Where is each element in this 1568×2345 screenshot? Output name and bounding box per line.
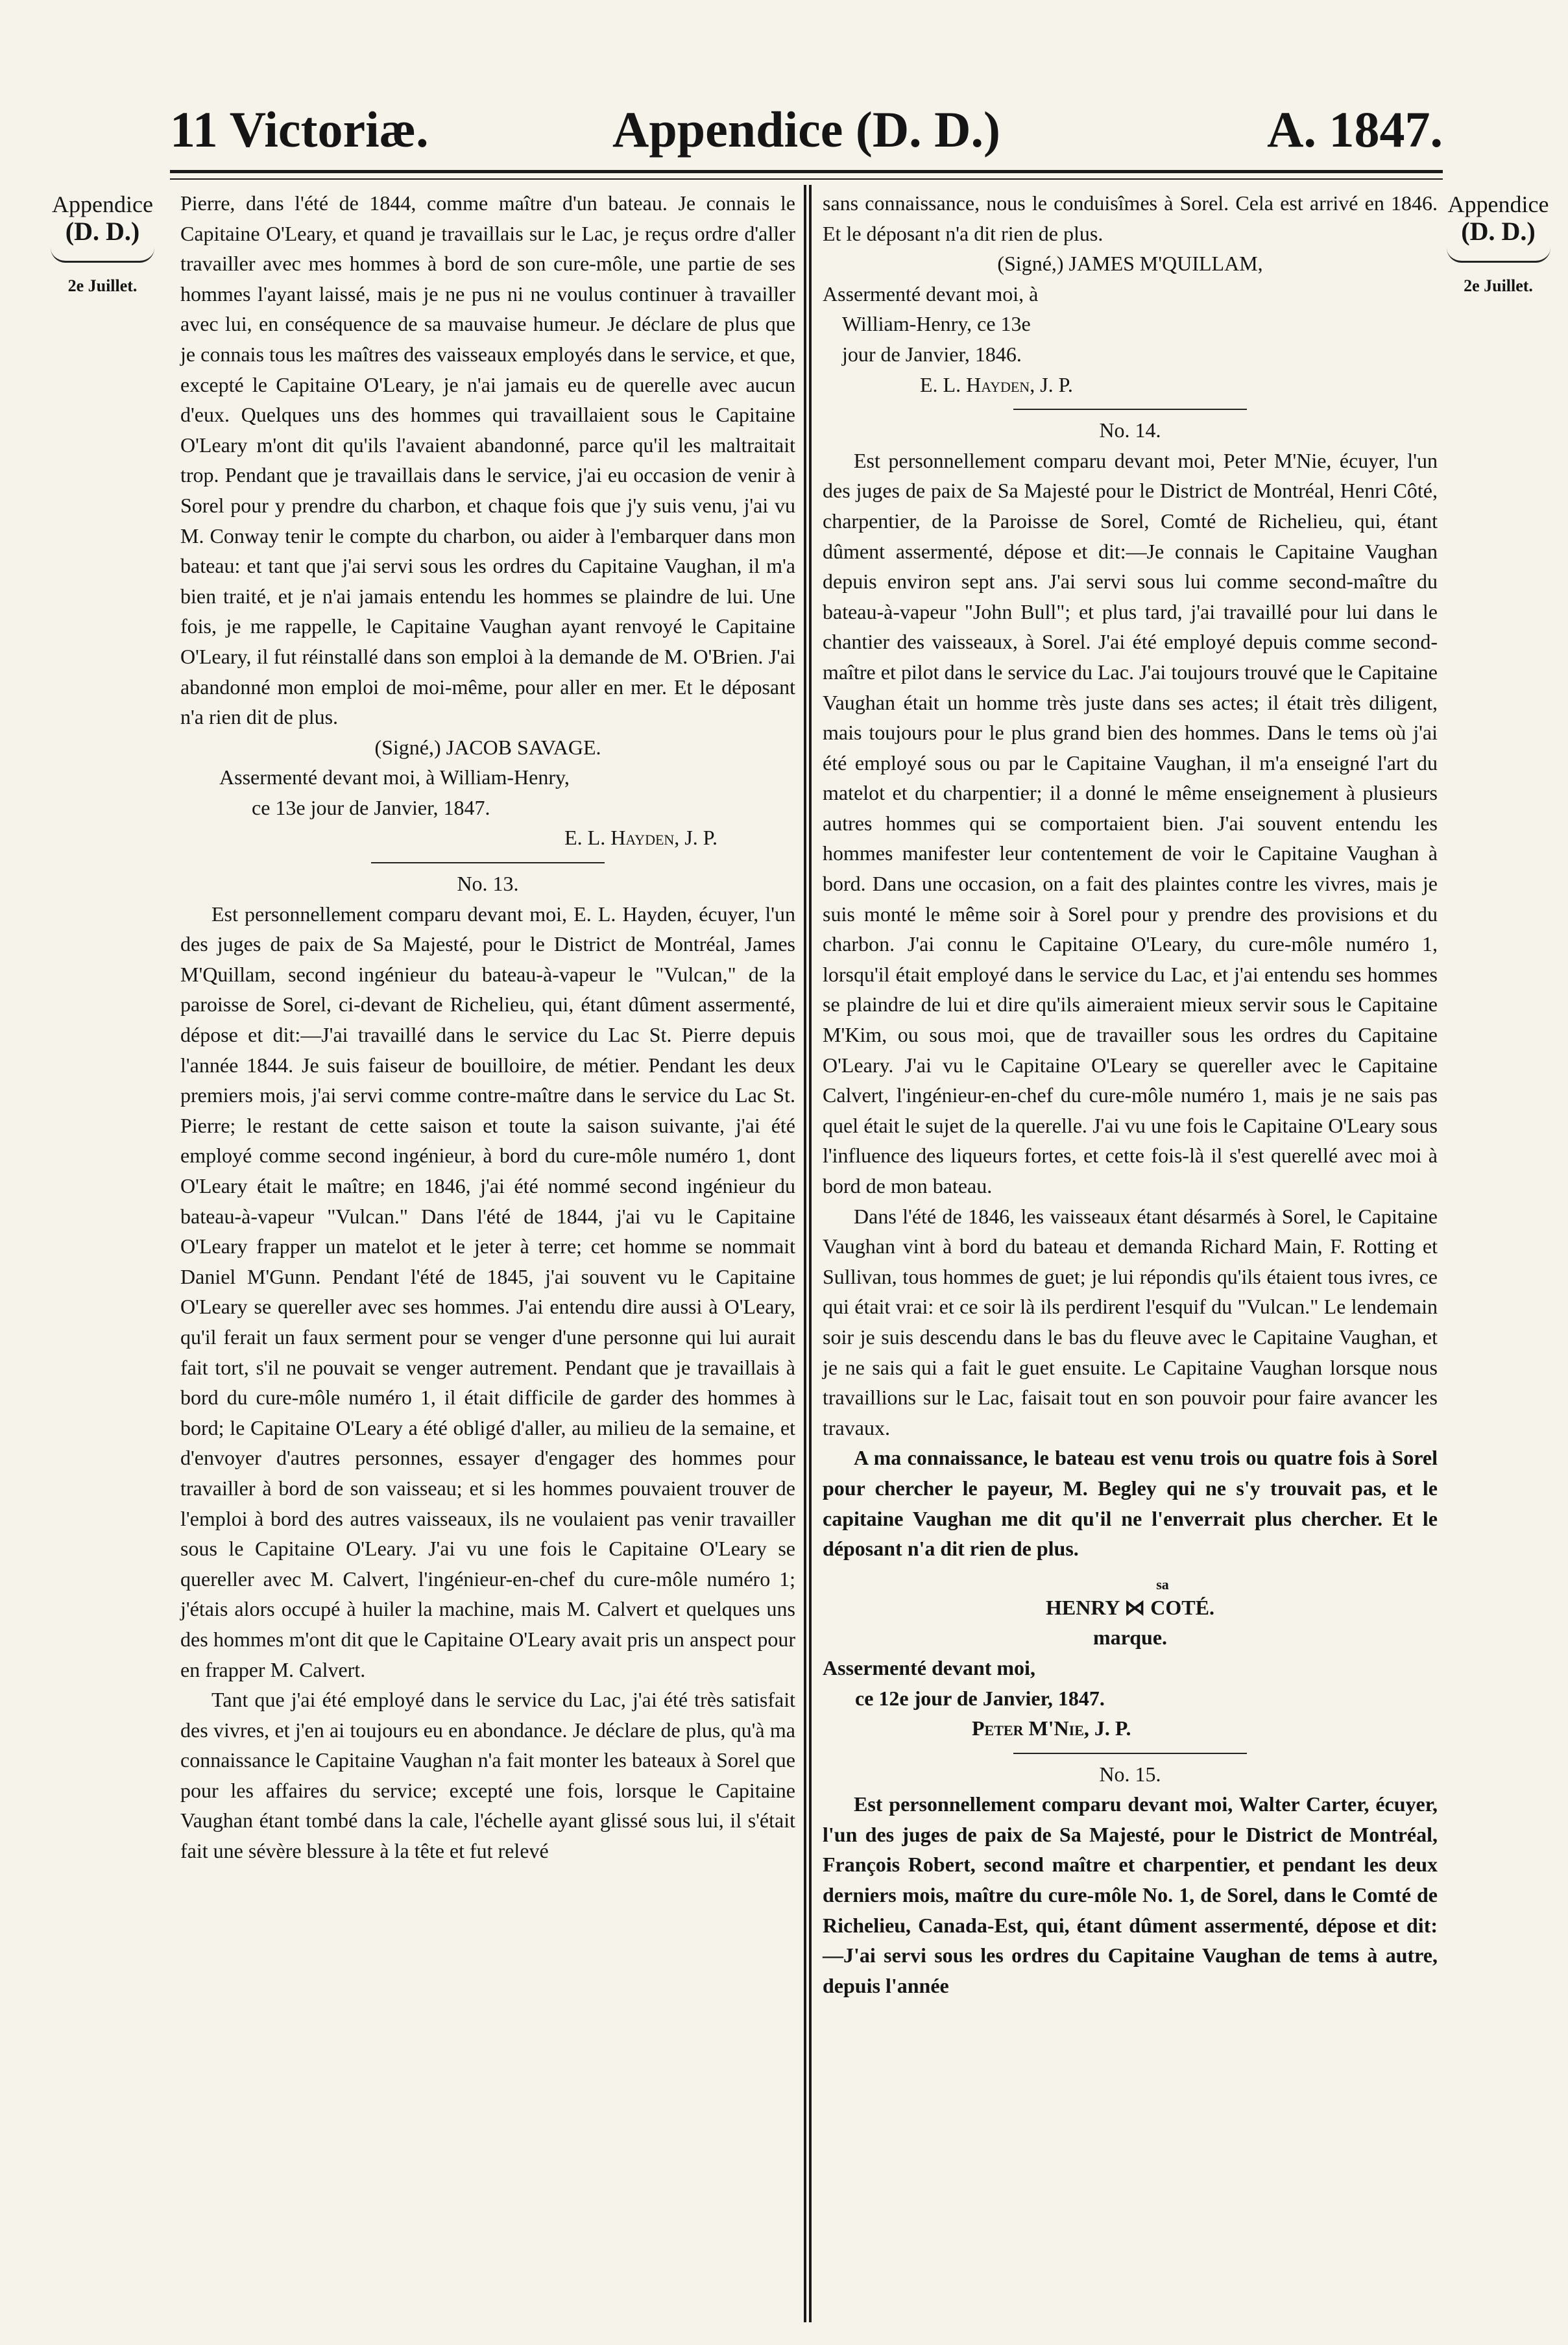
justice-name: E. L. Hayden bbox=[920, 372, 1030, 396]
section-number: No. 13. bbox=[457, 872, 519, 896]
brace-icon bbox=[51, 248, 154, 263]
signature-savage: (Signé,) JACOB SAVAGE. bbox=[374, 735, 601, 759]
sworn-line: Assermenté devant moi, bbox=[823, 1655, 1035, 1679]
header-year: A. 1847. bbox=[1267, 101, 1443, 158]
sworn-place: William-Henry, ce 13e bbox=[842, 312, 1031, 336]
deposition-robert: Est personnellement comparu devant moi, Walter Carter, écuyer, l'un des juges de paix de Sa Majesté, pour le District de Montréal, François Robert, second maître et charpentier, et pendant les deux derniers mois, maître du cure-môle No. 1, de Sorel, dans le Comté de Richelieu, Canada-Est, qui, étant dûment assermenté, dépose et dit:—J'ai servi sous les ordres du Capitaine Vaughan de tems à autre, depuis l'année bbox=[823, 1792, 1438, 1997]
margin-appendice: Appendice bbox=[1447, 191, 1549, 217]
header-session: 11 Victoriæ. bbox=[170, 101, 429, 158]
sworn-date: ce 12e jour de Janvier, 1847. bbox=[855, 1686, 1105, 1710]
deposition-cote: Est personnellement comparu devant moi, Peter M'Nie, écuyer, l'un des juges de paix de Sa Majesté pour le District de Montréal, Henri Côté, charpentier, de la Paroisse de Sorel, Comté de Richelieu, qui, étant dûment assermenté, dépose et dit:—Je connais le Capitaine Vaughan depuis environ sept ans. J'ai servi sous lui comme second-maître du bateau-à-vapeur "John Bull"; et plus tard, j'ai travaillé pour lui dans le chantier des vaisseaux, à Sorel. J'ai été employé depuis comme second-maître et pilot dans le service du Lac. J'ai toujours trouvé que le Capitaine Vaughan était un homme très juste dans ses actes; il était très diligent, mais toujours pour le plus grand bien des hommes. Dans le tems où j'ai été employé sous ou par le Capitaine Vaughan, il m'a enseigné l'art du matelot et du charpentier; il a donné le même enseignement à plusieurs autres hommes qui se comportaient bien. J'ai souvent entendu les hommes manifester leur contentement de voir le Capitaine Vaughan à bord. Dans une occasion, on a fait des plaintes contre les vivres, mais je suis monté le même soir à Sorel pour y prendre des provisions et du charbon. J'ai connu le Capitaine O'Leary, du cure-môle numéro 1, lorsqu'il était employé dans le service du Lac, et j'ai entendu ses hommes se plaindre de lui et dire qu'ils aimeraient mieux servir sous le Capitaine M'Kim, ou sous moi, que de travailler sous les ordres du Capitaine O'Leary. J'ai vu le Capitaine O'Leary se quereller avec le Capitaine Calvert, l'ingénieur-en-chef du cure-môle numéro 1, mais je ne sais pas quel était le sujet de la querelle. J'ai vu une fois le Capitaine O'Leary sous l'influence des liqueurs fortes, et cette fois-là il s'est querellé avec moi à bord de mon bateau. bbox=[823, 448, 1438, 1197]
section-number: No. 14. bbox=[1099, 418, 1161, 442]
signature-cote bbox=[823, 1577, 1438, 1653]
justice-name: Peter M'Nie bbox=[972, 1716, 1084, 1740]
deposition-cote-cont: Dans l'été de 1846, les vaisseaux étant désarmés à Sorel, le Capitaine Vaughan vint à bord du bateau et demanda Richard Main, F. Rotting et Sullivan, tous hommes de guet; je lui répondis qu'ils étaient tous ivres, ce qui était vrai: et ce soir là ils perdirent l'esquif du "Vulcan." Le lendemain soir je suis descendu dans le bas du fleuve avec le Capitaine Vaughan, et je ne sais qui a fait le guet ensuite. Le Capitaine Vaughan lorsque nous travaillions sur le Lac, faisait tout en son pouvoir pour faire avancer les travaux. bbox=[823, 1204, 1438, 1439]
page-header bbox=[170, 97, 1443, 162]
deposition-savage-end: Pierre, dans l'été de 1844, comme maître d'un bateau. Je connais le Capitaine O'Leary, et quand je travaillais sur le Lac, je reçus ordre d'aller travailler avec mes hommes à bord de son cure-môle, une partie de ses hommes l'ayant laissé, mais je ne pus ni ne voulus continuer à travailler avec lui, en conséquence de sa mauvaise humeur. Je déclare de plus que je connais tous les maîtres des vaisseaux employés dans le service, et que, excepté le Capitaine O'Leary, je n'ai jamais eu de querelle avec aucun d'eux. Quelques uns des hommes qui travaillaient sous le Capitaine O'Leary m'ont dit qu'ils l'avaient abandonné, parce qu'il les maltraitait trop. Pendant que je travaillais dans le service, j'ai eu occasion de venir à Sorel pour y prendre du charbon, et chaque fois que j'y suis venu, j'ai vu M. Conway tenir le compte du charbon, ou aider à l'embarquer dans mon bateau: et tant que j'ai servi sous les ordres du Capitaine Vaughan, il m'a bien traité, et je n'ai jamais entendu les hommes se plaindre de lui. Une fois, je me rappelle, le Capitaine Vaughan ayant renvoyé le Capitaine O'Leary, il fut réinstallé dans son emploi à la demande de M. O'Brien. J'ai abandonné mon emploi de moi-même, pour aller en mer. Et le déposant n'a rien dit de plus. bbox=[180, 191, 795, 729]
sworn-date: jour de Janvier, 1846. bbox=[842, 342, 1022, 366]
justice-title: , J. P. bbox=[674, 826, 718, 850]
section-rule bbox=[1013, 1753, 1247, 1754]
section-number: No. 15. bbox=[1099, 1762, 1161, 1786]
section-rule bbox=[1013, 409, 1247, 410]
sworn-line: Assermenté devant moi, à bbox=[823, 282, 1039, 306]
header-rule-thin bbox=[170, 178, 1443, 180]
header-title: Appendice (D. D.) bbox=[612, 101, 1000, 158]
right-column bbox=[823, 188, 1438, 2001]
column-divider bbox=[804, 185, 806, 2322]
deposition-cote-end: A ma connaissance, le bateau est venu trois ou quatre fois à Sorel pour chercher le payeur, M. Begley qui ne s'y trouvait pas, et le capitaine Vaughan me dit qu'il ne l'enverrait plus chercher. Et le déposant n'a dit rien de plus. bbox=[823, 1446, 1438, 1561]
justice-title: , J. P. bbox=[1083, 1716, 1131, 1740]
margin-note-right bbox=[1441, 192, 1555, 295]
mark-name: HENRY ⋈ COTÉ. bbox=[1046, 1595, 1214, 1619]
sworn-line: Assermenté devant moi, à William-Henry, bbox=[219, 765, 570, 789]
header-rule-thick bbox=[170, 170, 1443, 173]
justice-signature bbox=[823, 370, 1438, 400]
deposition-mquillam: Est personnellement comparu devant moi, E. L. Hayden, écuyer, l'un des juges de paix de Sa Majesté, pour le District de Montréal, James M'Quillam, second ingénieur du bateau-à-vapeur le "Vulcan," de la paroisse de Sorel, ci-devant de Richelieu, qui, étant dûment assermenté, dépose et dit:—J'ai travaillé dans le service du Lac St. Pierre depuis l'année 1844. Je suis faiseur de bouilloire, de métier. Pendant les deux premiers mois, j'ai servi comme contre-maître dans le service du Lac St. Pierre; le restant de cette saison et toute la saison suivante, j'ai été employé comme second ingénieur, à bord du cure-môle numéro 1, dont O'Leary était le maître; en 1846, j'ai été nommé second ingénieur du bateau-à-vapeur "Vulcan." Dans l'été de 1844, j'ai vu le Capitaine O'Leary frapper un matelot et le jeter à terre; cet homme se nommait Daniel M'Gunn. Pendant l'été de 1845, j'ai souvent vu le Capitaine O'Leary se quereller avec ses hommes. J'ai entendu dire aussi à O'Leary, qu'il ferait un faux serment pour se venger d'une personne qui lui aurait fait tort, s'il ne pouvait se venger autrement. Pendant que je travaillais à bord du cure-môle numéro 1, il était difficile de garder des hommes à bord; le Capitaine O'Leary a été obligé d'aller, au milieu de la semaine, et d'envoyer d'autres personnes, essayer d'engager des hommes pour travailler à bord de son vaisseau; et si les hommes pouvaient trouver de l'emploi à bord des autres vaisseaux, ils ne voulaient pas venir travailler sous le Capitaine O'Leary. J'ai vu une fois le Capitaine O'Leary se quereller avec M. Calvert, l'ingénieur-en-chef du cure-môle numéro 1; j'étais alors occupé à huiler la machine, mais M. Calvert et quelques uns des hommes m'ont dit que le Capitaine O'Leary avait pris un anspect pour en frapper M. Calvert. bbox=[180, 902, 795, 1681]
deposition-mquillam-end: sans connaissance, nous le conduisîmes à Sorel. Cela est arrivé en 1846. Et le déposant n'a dit rien de plus. bbox=[823, 191, 1438, 245]
mark-sa: sa bbox=[1156, 1576, 1169, 1593]
brace-icon bbox=[1447, 248, 1550, 263]
margin-dd: (D. D.) bbox=[1461, 216, 1536, 246]
section-rule bbox=[371, 862, 605, 863]
signature-mquillam: (Signé,) JAMES M'QUILLAM, bbox=[997, 252, 1263, 276]
column-divider bbox=[809, 185, 812, 2322]
margin-dd: (D. D.) bbox=[65, 216, 140, 246]
margin-date: 2e Juillet. bbox=[1464, 276, 1533, 296]
left-column bbox=[180, 188, 795, 1866]
justice-name: E. L. Hayden bbox=[564, 826, 675, 850]
sworn-date: ce 13e jour de Janvier, 1847. bbox=[252, 795, 490, 819]
margin-appendice: Appendice bbox=[52, 191, 153, 217]
justice-title: , J. P. bbox=[1030, 372, 1073, 396]
justice-signature bbox=[180, 823, 795, 853]
mark-label: marque. bbox=[1092, 1626, 1168, 1650]
margin-date: 2e Juillet. bbox=[67, 276, 138, 296]
margin-note-left bbox=[44, 192, 161, 295]
justice-signature bbox=[823, 1713, 1438, 1744]
deposition-mquillam-cont: Tant que j'ai été employé dans le service du Lac, j'ai été très satisfait des vivres, et j'en ai toujours eu en abondance. Je déclare de plus, qu'à ma connaissance le Capitaine Vaughan n'a fait monter les bateaux à Sorel que pour les affaires du service; excepté une fois, lorsque le Capitaine Vaughan étant tombé dans la cale, l'échelle ayant glissé sous lui, il s'était fait une sévère blessure à la tête et fut relevé bbox=[180, 1688, 795, 1863]
